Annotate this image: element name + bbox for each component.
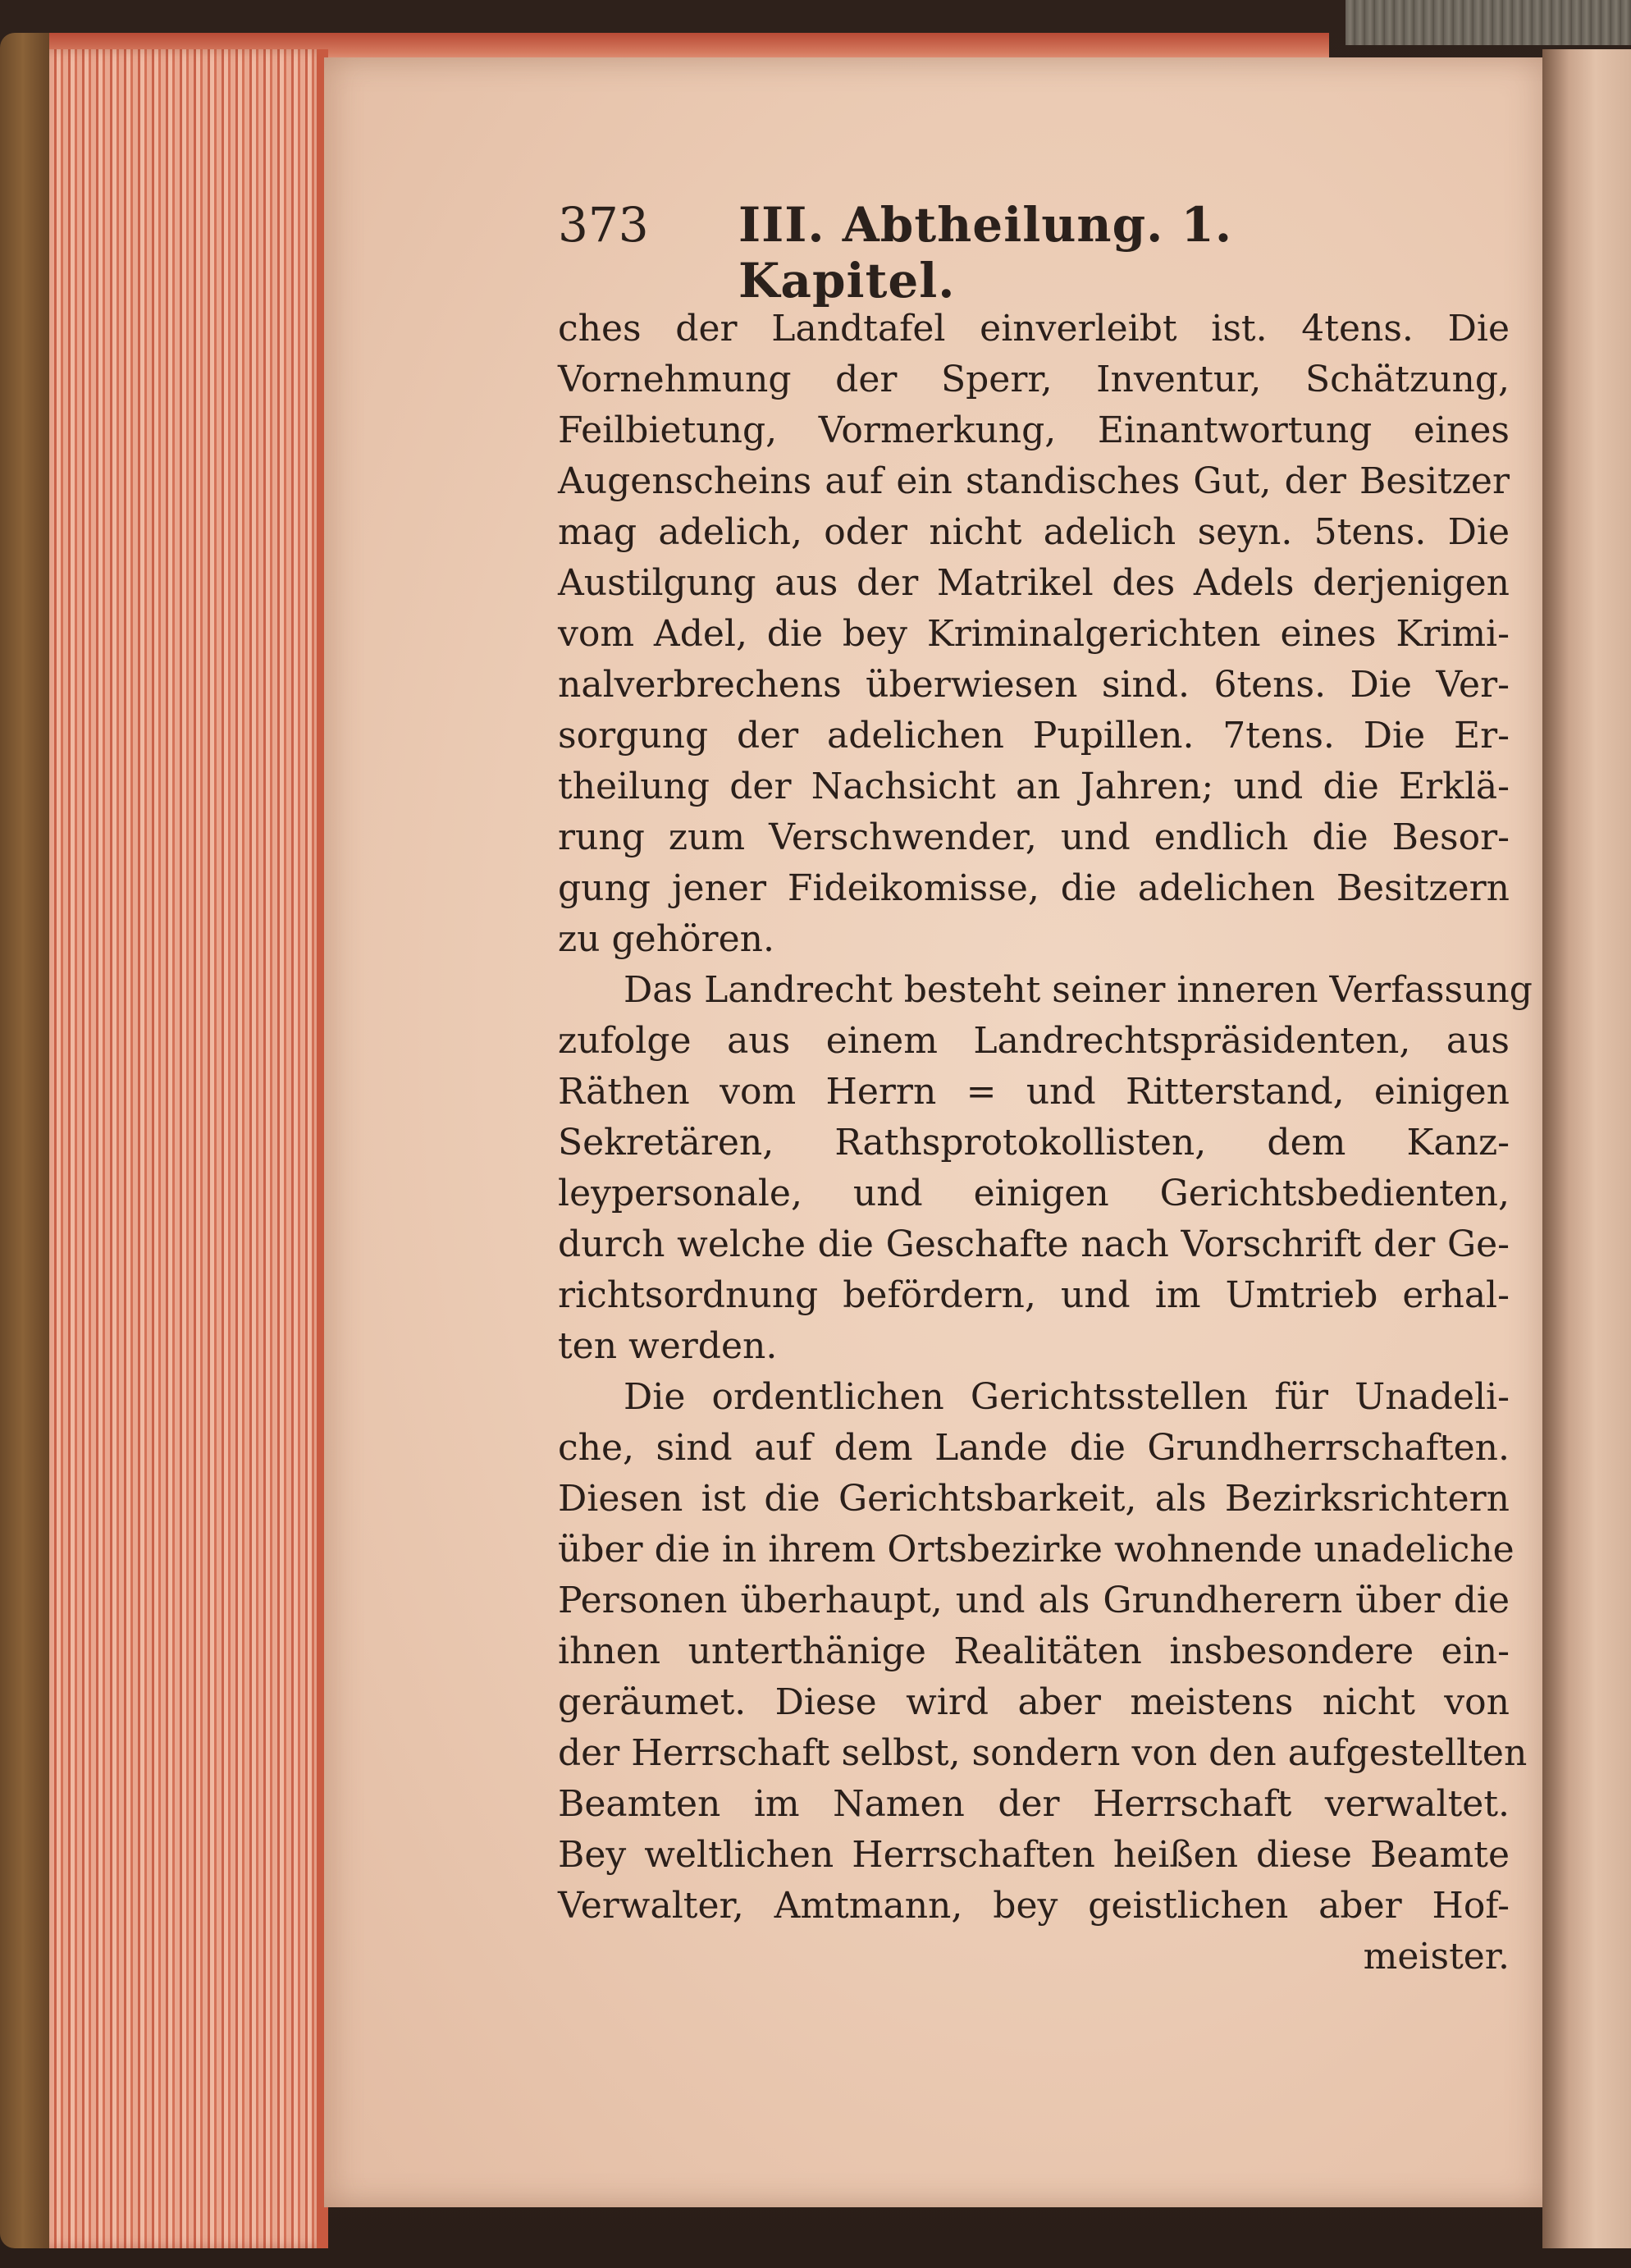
page-header [558, 189, 1428, 309]
text-line: Beamten im Namen der Herrschaft verwaltet. [558, 1783, 1510, 1825]
body-text [558, 304, 1533, 2027]
text-line: Austilgung aus der Matrikel des Adels derjenigen [558, 562, 1510, 604]
text-line: theilung der Nachsicht an Jahren; und die Erklä- [558, 766, 1510, 807]
text-line: über die in ihrem Ortsbezirke wohnende unadeliche [558, 1529, 1514, 1571]
text-line: rung zum Verschwender, und endlich die Besor- [558, 816, 1510, 858]
text-line: vom Adel, die bey Kriminalgerichten eines Krimi- [558, 613, 1510, 655]
text-line: ten werden. [558, 1325, 778, 1367]
text-line: Personen überhaupt, und als Grundherern über die [558, 1580, 1510, 1621]
text-line: meister. [1363, 1936, 1510, 1978]
text-line: sorgung der adelichen Pupillen. 7tens. Die Er- [558, 715, 1510, 757]
text-line: Bey weltlichen Herrschaften heißen diese Beamte [558, 1834, 1510, 1876]
text-line: zufolge aus einem Landrechtspräsidenten, aus [558, 1020, 1510, 1062]
text-line: Die ordentlichen Gerichtsstellen für Unadeli- [624, 1376, 1510, 1418]
text-line: geräumet. Diese wird aber meistens nicht von [558, 1681, 1510, 1723]
text-line: Sekretären, Rathsprotokollisten, dem Kanz- [558, 1122, 1510, 1164]
text-line: Verwalter, Amtmann, bey geistlichen aber Hof- [558, 1885, 1510, 1927]
text-line: Vornehmung der Sperr, Inventur, Schätzung, [558, 359, 1510, 400]
running-head: III. Abtheilung. 1. Kapitel. [738, 197, 1233, 309]
page-number: 373 [558, 197, 649, 253]
text-line: ihnen unterthänige Realitäten insbesondere ein- [558, 1630, 1510, 1672]
text-line: che, sind auf dem Lande die Grundherrschaften. [558, 1427, 1510, 1469]
text-line: gung jener Fideikomisse, die adelichen Besitzern [558, 867, 1510, 909]
text-line: Das Landrecht besteht seiner inneren Verfassung [624, 969, 1533, 1011]
text-line: nalverbrechens überwiesen sind. 6tens. Die Ver- [558, 664, 1510, 706]
text-line: Feilbietung, Vormerkung, Einantwortung eines [558, 409, 1510, 451]
text-line: der Herrschaft selbst, sondern von den aufgestellten [558, 1732, 1528, 1774]
text-line: Augenscheins auf ein standisches Gut, der Besitzer [558, 460, 1510, 502]
page-edges-block [49, 49, 328, 2248]
text-line: richtsordnung befördern, und im Umtrieb erhal- [558, 1274, 1510, 1316]
text-line: leypersonale, und einigen Gerichtsbedienten, [558, 1173, 1510, 1214]
text-line: mag adelich, oder nicht adelich seyn. 5tens. Die [558, 511, 1510, 553]
text-line: ches der Landtafel einverleibt ist. 4tens. Die [558, 308, 1510, 350]
text-line: durch welche die Geschafte nach Vorschrift der Ge- [558, 1223, 1510, 1265]
next-page-gutter [1542, 49, 1631, 2248]
text-line: zu gehören. [558, 918, 774, 960]
text-line: Diesen ist die Gerichtsbarkeit, als Bezirksrichtern [558, 1478, 1510, 1520]
text-line: Räthen vom Herrn = und Ritterstand, einigen [558, 1071, 1510, 1113]
bookmark-ribbon [1345, 0, 1631, 45]
